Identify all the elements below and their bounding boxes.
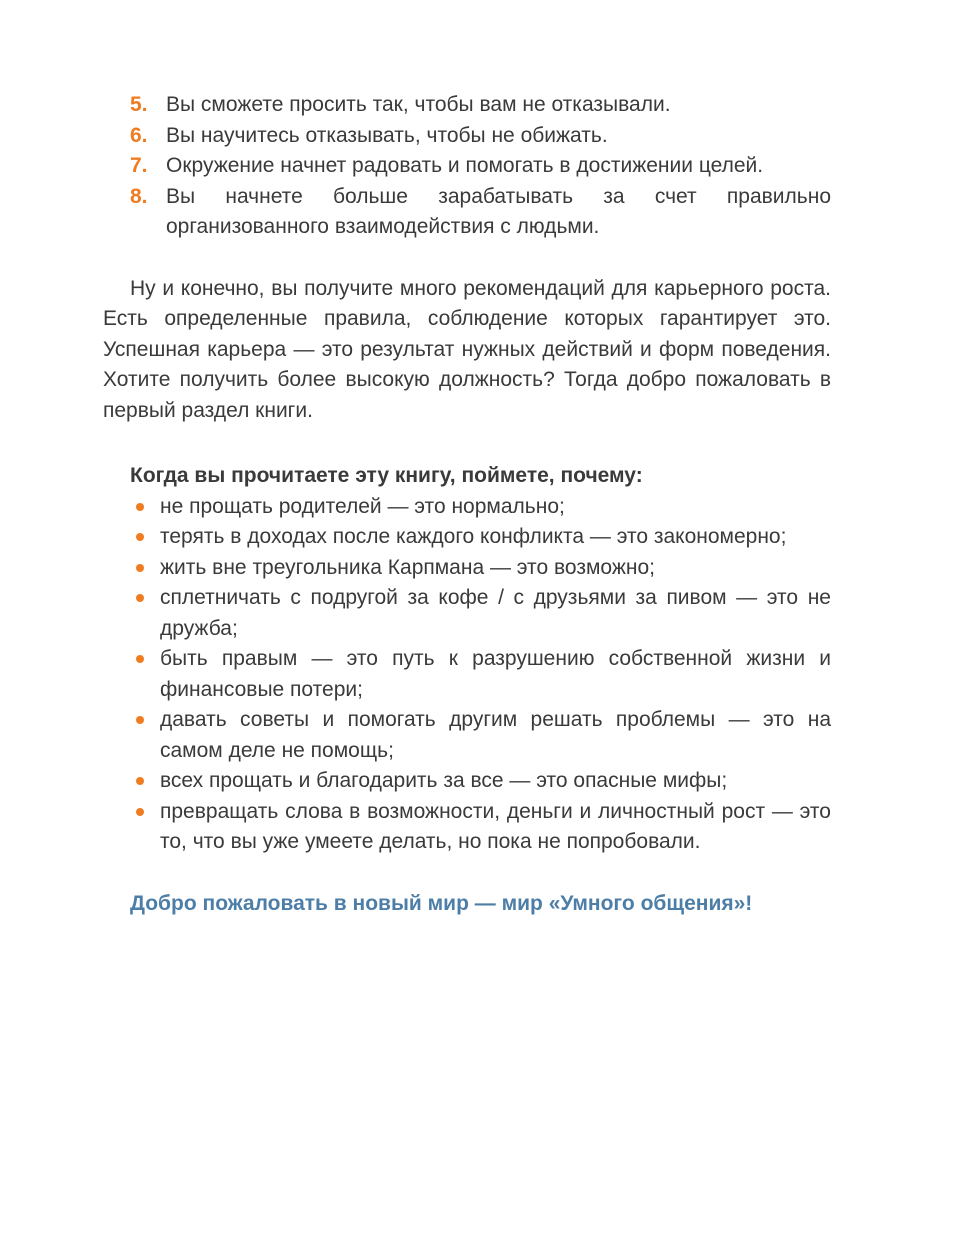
bullet-text: всех прощать и благодарить за все — это опасные мифы;	[160, 769, 728, 792]
list-item-text: Вы научитесь отказывать, чтобы не обижать.	[166, 123, 608, 147]
list-item-text: Вы начнете больше зарабатывать за счет правильно организованного взаимодействия с людьми.	[166, 184, 831, 238]
closing-text: Добро пожаловать в новый мир — мир «Умного общения»!	[130, 891, 753, 915]
bullet-list-item	[103, 644, 831, 705]
bullet-list-item	[103, 797, 831, 858]
bullet-list-item	[103, 766, 831, 797]
bullet-text: не прощать родителей — это нормально;	[160, 494, 565, 518]
bullet-icon	[136, 777, 144, 785]
bullet-text: терять в доходах после каждого конфликта — это закономерно;	[160, 525, 787, 548]
bullet-icon	[136, 716, 144, 724]
bullet-icon	[136, 594, 144, 602]
numbered-list-item	[103, 90, 831, 121]
bullet-list-item	[103, 583, 831, 644]
bullet-icon	[136, 655, 144, 663]
bullet-text: жить вне треугольника Карпмана — это возможно;	[160, 555, 655, 579]
bullet-text: быть правым — это путь к разрушению собственной жизни и финансовые потери;	[160, 647, 831, 701]
list-item-text: Окружение начнет радовать и помогать в достижении целей.	[166, 154, 764, 177]
body-paragraph: Ну и конечно, вы получите много рекомендаций для карьерного роста. Есть определенные правила, соблюдение которых гарантирует это. Успешная карьера — это результат нужных действий и форм поведения. Хотите получить более высокую должность? Тогда добро пожаловать в первый раздел книги.	[103, 276, 831, 422]
bullet-list-item	[103, 705, 831, 766]
section-heading: Когда вы прочитаете эту книгу, поймете, почему:	[130, 464, 643, 487]
list-number: 6.	[130, 123, 148, 147]
bullet-icon	[136, 503, 144, 511]
numbered-list-item	[103, 182, 831, 243]
page-content	[103, 90, 831, 919]
numbered-list	[103, 90, 831, 243]
numbered-list-item	[103, 151, 831, 182]
bullet-text: сплетничать с подругой за кофе / с друзьями за пивом — это не дружба;	[160, 586, 831, 640]
bullet-list-item	[103, 553, 831, 584]
bullet-list-item	[103, 522, 831, 553]
numbered-list-item	[103, 121, 831, 152]
list-item-text: Вы сможете просить так, чтобы вам не отказывали.	[166, 93, 671, 116]
list-number: 5.	[130, 93, 148, 116]
bullet-icon	[136, 533, 144, 541]
list-number: 7.	[130, 154, 148, 177]
bullet-icon	[136, 564, 144, 572]
bullet-list	[103, 492, 831, 858]
bullet-icon	[136, 808, 144, 816]
list-number: 8.	[130, 184, 148, 208]
bullet-text: давать советы и помогать другим решать проблемы — это на самом деле не помощь;	[160, 708, 831, 762]
bullet-list-item	[103, 492, 831, 523]
bullet-text: превращать слова в возможности, деньги и личностный рост — это то, что вы уже умеете делать, но пока не попробовали.	[160, 799, 831, 853]
